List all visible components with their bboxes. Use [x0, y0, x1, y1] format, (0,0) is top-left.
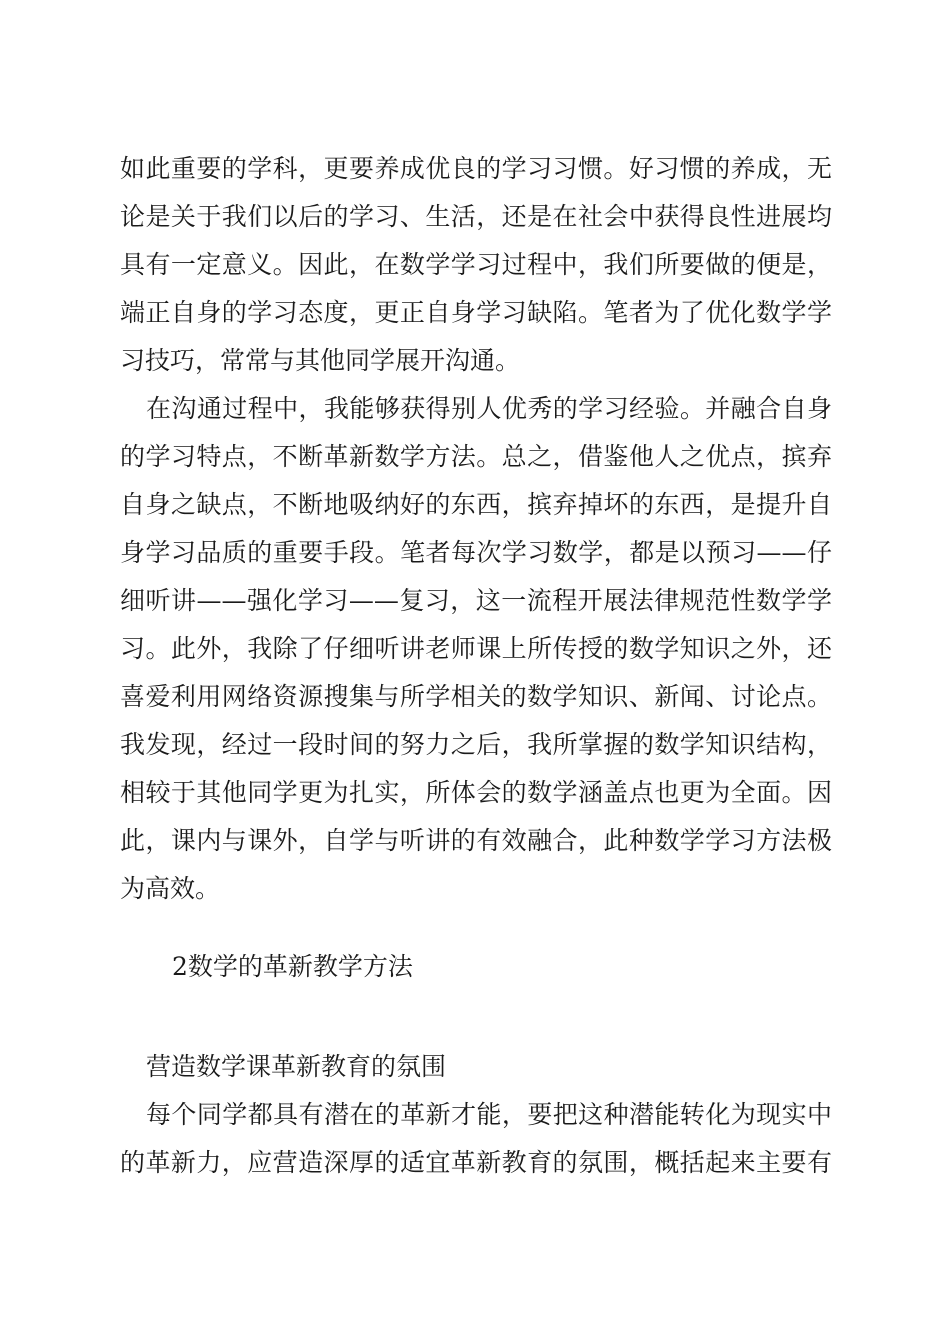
paragraph2-line-5: 细听讲——强化学习——复习，这一流程开展法律规范性数学学	[120, 586, 832, 615]
paragraph2-line-11: 为高效。	[120, 874, 221, 903]
paragraph1-line-2: 论是关于我们以后的学习、生活，还是在社会中获得良性进展均	[120, 202, 832, 231]
paragraph2-line-7: 喜爱利用网络资源搜集与所学相关的数学知识、新闻、讨论点。	[120, 682, 832, 711]
subheading: 营造数学课革新教育的氛围	[146, 1052, 447, 1081]
paragraph2-line-8: 我发现，经过一段时间的努力之后，我所掌握的数学知识结构，	[120, 730, 832, 759]
paragraph3-line-1: 每个同学都具有潜在的革新才能，要把这种潜能转化为现实中	[146, 1100, 832, 1129]
paragraph3-line-2: 的革新力，应营造深厚的适宜革新教育的氛围，概括起来主要有	[120, 1148, 832, 1177]
paragraph2-line-2: 的学习特点，不断革新数学方法。总之，借鉴他人之优点，摈弃	[120, 442, 832, 471]
paragraph2-line-9: 相较于其他同学更为扎实，所体会的数学涵盖点也更为全面。因	[120, 778, 832, 807]
paragraph2-line-4: 身学习品质的重要手段。笔者每次学习数学，都是以预习——仔	[120, 538, 832, 567]
paragraph2-line-10: 此，课内与课外，自学与听讲的有效融合，此种数学学习方法极	[120, 826, 832, 855]
paragraph1-line-5: 习技巧，常常与其他同学展开沟通。	[120, 346, 521, 375]
section-heading: 2数学的革新教学方法	[172, 952, 413, 981]
paragraph1-line-1: 如此重要的学科，更要养成优良的学习习惯。好习惯的养成，无	[120, 154, 832, 183]
paragraph2-line-6: 习。此外，我除了仔细听讲老师课上所传授的数学知识之外，还	[120, 634, 832, 663]
paragraph1-line-4: 端正自身的学习态度，更正自身学习缺陷。笔者为了优化数学学	[120, 298, 832, 327]
paragraph1-line-3: 具有一定意义。因此，在数学学习过程中，我们所要做的便是，	[120, 250, 832, 279]
paragraph2-line-3: 自身之缺点，不断地吸纳好的东西，摈弃掉坏的东西，是提升自	[120, 490, 832, 519]
paragraph2-line-1: 在沟通过程中，我能够获得别人优秀的学习经验。并融合自身	[146, 394, 832, 423]
